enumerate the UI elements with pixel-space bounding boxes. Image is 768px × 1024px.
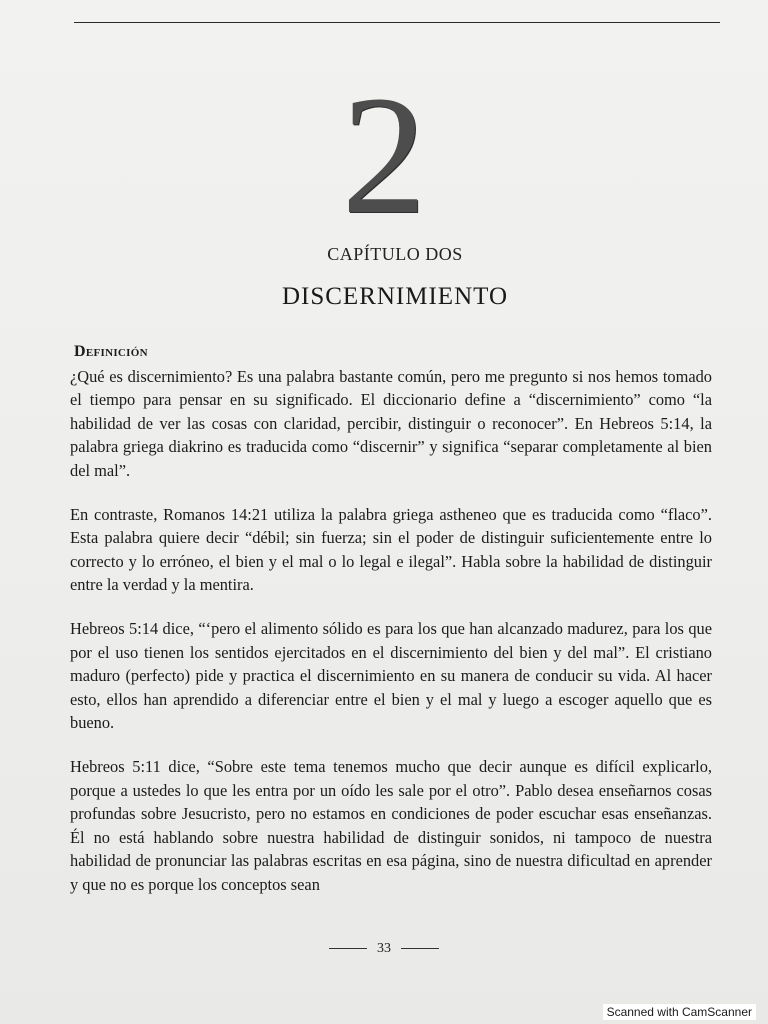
paragraph-1: ¿Qué es discernimiento? Es una palabra bastante común, pero me pregunto si nos hemos tomado el tiempo para pensar en su significado. El diccionario define a “discernimiento” como “la habilidad de ver las cosas con claridad, percibir, distinguir o reconocer”. En Hebreos 5:14, la palabra griega diakrino es traducida como “discernir” y significa “separar completamente al bien del mal”. xyxy=(70,366,712,480)
chapter-title: DISCERNIMIENTO xyxy=(281,283,509,310)
paragraph-4: Hebreos 5:11 dice, “Sobre este tema tenemos mucho que decir aunque es difícil explicarlo, porque a ustedes lo que les entra por un oído les sale por el otro”. Pablo desea enseñarnos cosas profundas sobre Jesucristo, pero no estamos en condiciones de poder escuchar esas enseñanzas. Él no está hablando sobre nuestra habilidad de distinguir sonidos, ni tampoco de nuestra habilidad de pronunciar las palabras escritas en esa página, sino de nuestra dificultad en aprender y que no es porque los conceptos sean xyxy=(70,756,712,894)
scanner-watermark: Scanned with CamScanner xyxy=(603,1004,756,1020)
chapter-body xyxy=(70,340,712,916)
page-footer xyxy=(0,941,768,957)
footer-dash-right xyxy=(401,948,439,949)
chapter-number: 2 xyxy=(341,61,427,249)
top-rule xyxy=(74,22,720,23)
page-number: 33 xyxy=(377,941,391,956)
paragraph-2: En contraste, Romanos 14:21 utiliza la palabra griega astheneo que es traducida como “flaco”. Esta palabra quiere decir “débil; sin fuerza; sin el poder de distinguir suficientemente entre lo correcto y lo erróneo, el bien y el mal o lo legal e ilegal”. Habla sobre la habilidad de distinguir entre la verdad y la mentira. xyxy=(70,504,712,595)
paragraph-3: Hebreos 5:14 dice, “‘pero el alimento sólido es para los que han alcanzado madurez, para los que por el uso tienen los sentidos ejercitados en el discernimiento del bien y del mal”. El cristiano maduro (perfecto) pide y practica el discernimiento en su manera de conducir su vida. Al hacer esto, ellos han aprendido a diferenciar entre el bien y el mal y luego a escoger aquello que es bueno. xyxy=(70,618,712,733)
section-heading: Definición xyxy=(74,343,148,360)
footer-dash-left xyxy=(329,948,367,949)
chapter-label: CAPÍTULO DOS xyxy=(327,244,463,264)
